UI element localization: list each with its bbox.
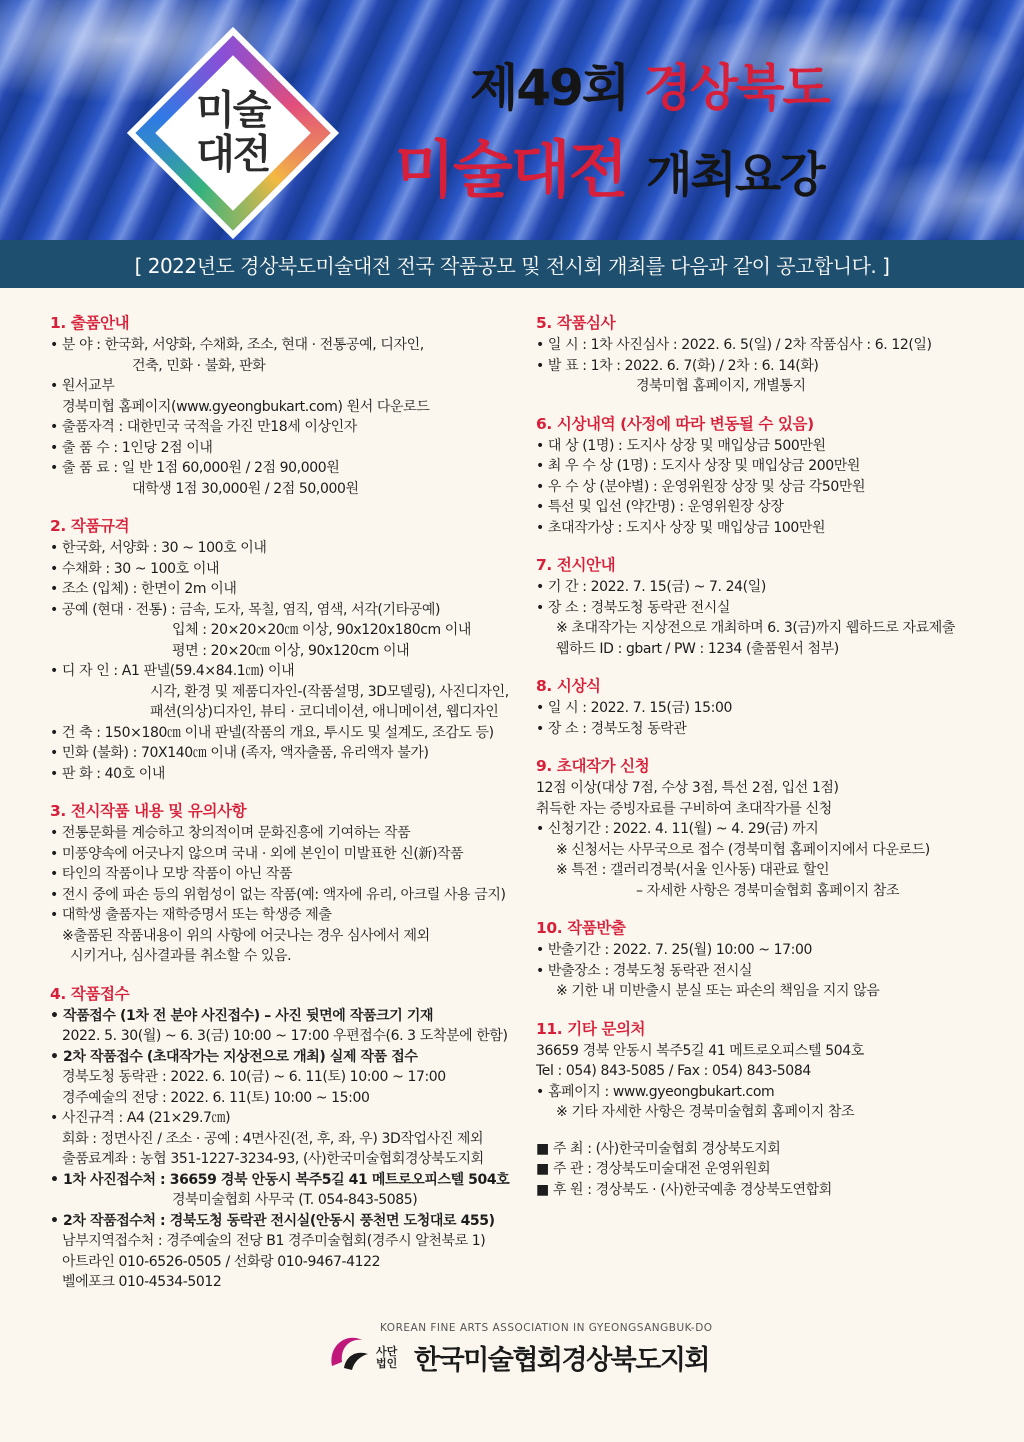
- section-line: ※출품된 작품내용이 위의 사항에 어긋나는 경우 심사에서 제외: [62, 927, 430, 944]
- section-title: 3. 전시작품 내용 및 유의사항: [50, 802, 247, 820]
- section-line: 시키거나, 심사결과를 취소할 수 있음.: [70, 948, 292, 964]
- section-line: 경북미협 홈페이지, 개별통지: [636, 378, 806, 394]
- section-line: • 공예 (현대 · 전통) : 금속, 도자, 목칠, 염직, 염색, 서각(기타공예): [50, 601, 441, 618]
- section-line: 36659 경북 안동시 복주5길 41 메트로오피스텔 504호: [536, 1042, 864, 1059]
- section-line: ■ 주 관 : 경상북도미술대전 운영위원회: [536, 1161, 771, 1177]
- section-line: • 작품접수 (1차 전 분야 사진접수) – 사진 뒷면에 작품크기 기재: [50, 1007, 434, 1024]
- section-line: • 미풍양속에 어긋나지 않으며 국내 · 외에 본인이 미발표한 신(新)작품: [50, 845, 464, 862]
- section-line: 평면 : 20×20㎝ 이상, 90x120cm 이내: [172, 642, 410, 659]
- section-line: • 전시 중에 파손 등의 위험성이 없는 작품(예: 액자에 유리, 아크릴 사용 금지): [50, 886, 506, 903]
- section-title: 11. 기타 문의처: [536, 1019, 646, 1038]
- section-line: • 출품자격 : 대한민국 국적을 가진 만18세 이상인자: [50, 419, 357, 435]
- section: [50, 312, 520, 499]
- section-line: ■ 주 최 : (사)한국미술협회 경상북도지회: [536, 1140, 781, 1157]
- section-line: ※ 기타 자세한 사항은 경북미술협회 홈페이지 참조: [556, 1104, 855, 1120]
- section-title: 6. 시상내역 (사정에 따라 변동될 수 있음): [536, 414, 814, 433]
- section: [536, 917, 986, 1002]
- footer-org-type: 사단 법인: [376, 1345, 398, 1370]
- section-line: • 분 야 : 한국화, 서양화, 수채화, 조소, 현대 · 전통공예, 디자인,: [50, 337, 424, 353]
- section-line: • 장 소 : 경북도청 동락관 전시실: [536, 599, 730, 616]
- section-line: • 장 소 : 경북도청 동락관: [536, 720, 687, 737]
- section-line: ※ 신청서는 사무국으로 접수 (경북미협 홈페이지에서 다운로드): [556, 841, 930, 858]
- title-suffix: 개최요강: [646, 147, 824, 203]
- section-line: 벨에포크 010-4534-5012: [62, 1274, 222, 1290]
- section-title: 7. 전시안내: [536, 556, 616, 574]
- section-line: • 조소 (입체) : 한면이 2m 이내: [50, 581, 237, 597]
- section-title: 5. 작품심사: [536, 314, 616, 332]
- section-line: • 원서교부: [50, 378, 115, 394]
- section-line: 웹하드 ID : gbart / PW : 1234 (출품원서 첨부): [556, 640, 839, 657]
- section: [536, 755, 986, 901]
- section-title: 4. 작품접수: [50, 984, 130, 1003]
- section: [536, 675, 986, 739]
- title-prefix: 제49회: [470, 59, 629, 117]
- section: [50, 515, 520, 784]
- section: [536, 554, 986, 659]
- section-line: 12점 이상(대상 7점, 수상 3점, 특선 2점, 입선 1점): [536, 780, 839, 796]
- footer-korean-name: 한국미술협회경상북도지회: [414, 1345, 709, 1376]
- section-line: 경북미협 홈페이지(www.gyeongbukart.com) 원서 다운로드: [62, 398, 430, 415]
- section-line: • 전통문화를 계승하고 창의적이며 문화진흥에 기여하는 작품: [50, 825, 411, 841]
- title-line-2: [395, 120, 824, 209]
- section-line: 아트라인 010-6526-0505 / 선화랑 010-9467-4122: [62, 1253, 381, 1270]
- section-line: • 건 축 : 150×180㎝ 이내 판넬(작품의 개요, 투시도 및 설계도, 조감도 등): [50, 724, 494, 741]
- section-line: 2022. 5. 30(월) ~ 6. 3(금) 10:00 ~ 17:00 우편접수(6. 3 도착분에 한함): [62, 1028, 508, 1044]
- section-line: • 반출장소 : 경북도청 동락관 전시실: [536, 962, 753, 979]
- section-line: • 최 우 수 상 (1명) : 도지사 상장 및 매입상금 200만원: [536, 458, 860, 474]
- section-line: • 2차 작품접수처 : 경북도청 동락관 전시실(안동시 풍천면 도청대로 455): [50, 1212, 495, 1229]
- section-line: 회화 : 정면사진 / 조소 · 공예 : 4면사진(전, 후, 좌, 우) 3D작업사진 제외: [62, 1130, 484, 1147]
- section-line: • 한국화, 서양화 : 30 ~ 100호 이내: [50, 540, 267, 556]
- section-line: Tel : 054) 843-5085 / Fax : 054) 843-5084: [536, 1063, 811, 1079]
- left-column: [50, 312, 520, 1309]
- section-line: • 1차 사진접수처 : 36659 경북 안동시 복주5길 41 메트로오피스텔 504호: [50, 1171, 510, 1188]
- section-line: – 자세한 사항은 경북미술협회 홈페이지 참조: [636, 882, 900, 899]
- section-title: 1. 출품안내: [50, 314, 130, 332]
- section-line: 건축, 민화 · 불화, 판화: [132, 357, 266, 374]
- title-region: 경상북도: [643, 59, 829, 117]
- section-line: ※ 초대작가는 지상전으로 개최하며 6. 3(금)까지 웹하드로 자료제출: [556, 620, 955, 636]
- section-line: 입체 : 20×20×20㎝ 이상, 90x120x180cm 이내: [172, 622, 472, 638]
- exhibition-logo-icon: [127, 27, 339, 239]
- section-title: 9. 초대작가 신청: [536, 757, 650, 775]
- footer-english-name: KOREAN FINE ARTS ASSOCIATION IN GYEONGSANGBUK-DO: [380, 1322, 713, 1334]
- section: [50, 800, 520, 967]
- announcement-banner: [0, 240, 1024, 288]
- organization-logo-icon: [322, 1326, 374, 1378]
- title-line-1: [470, 48, 829, 120]
- footer-organization: [322, 1322, 722, 1382]
- section-line: • 출 품 료 : 일 반 1점 60,000원 / 2점 90,000원: [50, 460, 340, 476]
- section-line: 패션(의상)디자인, 뷰티 · 코디네이션, 애니메이션, 웹디자인: [150, 704, 499, 720]
- section-line: 남부지역접수처 : 경주예술의 전당 B1 경주미술협회(경주시 알천북로 1): [62, 1233, 486, 1249]
- title-main: 미술대전: [395, 133, 627, 206]
- section-line: 경북도청 동락관 : 2022. 6. 10(금) ~ 6. 11(토) 10:00 ~ 17:00: [62, 1069, 446, 1085]
- banner-text: [ 2022년도 경상북도미술대전 전국 작품공모 및 전시회 개최를 다음과 같이 공고합니다. ]: [134, 253, 890, 278]
- right-column: [536, 312, 986, 1216]
- section-line: 경북미술협회 사무국 (T. 054-843-5085): [172, 1192, 418, 1208]
- section: [536, 413, 986, 539]
- section: [536, 1139, 986, 1201]
- section-line: ※ 특전 : 갤러리경북(서울 인사동) 대관료 할인: [556, 862, 830, 878]
- section-line: 경주예술의 전당 : 2022. 6. 11(토) 10:00 ~ 15:00: [62, 1089, 370, 1106]
- section: [50, 983, 520, 1293]
- header-hero: [0, 0, 1024, 240]
- section-line: • 사진규격 : A4 (21×29.7㎝): [50, 1110, 231, 1126]
- section-line: • 판 화 : 40호 이내: [50, 765, 166, 782]
- section-line: • 수채화 : 30 ~ 100호 이내: [50, 560, 220, 577]
- section-line: • 반출기간 : 2022. 7. 25(월) 10:00 ~ 17:00: [536, 942, 812, 958]
- section-line: • 대 상 (1명) : 도지사 상장 및 매입상금 500만원: [536, 437, 826, 454]
- section-line: • 기 간 : 2022. 7. 15(금) ~ 7. 24(일): [536, 579, 766, 595]
- section-line: • 발 표 : 1차 : 2022. 6. 7(화) / 2차 : 6. 14(화): [536, 357, 819, 374]
- section: [536, 1018, 986, 1123]
- section-line: • 대학생 출품자는 재학증명서 또는 학생증 제출: [50, 907, 332, 923]
- section-line: • 신청기간 : 2022. 4. 11(월) ~ 4. 29(금) 까지: [536, 821, 819, 837]
- section-line: • 일 시 : 1차 사진심사 : 2022. 6. 5(일) / 2차 작품심사 : 6. 12(일): [536, 337, 932, 353]
- section-line: ■ 후 원 : 경상북도 · (사)한국예총 경상북도연합회: [536, 1181, 832, 1198]
- section-title: 8. 시상식: [536, 677, 601, 695]
- section-line: • 일 시 : 2022. 7. 15(금) 15:00: [536, 700, 733, 716]
- section-line: ※ 기한 내 미반출시 분실 또는 파손의 책임을 지지 않음: [556, 983, 880, 999]
- section-title: 10. 작품반출: [536, 919, 626, 937]
- section-line: • 초대작가상 : 도지사 상장 및 매입상금 100만원: [536, 519, 826, 536]
- section-title: 2. 작품규격: [50, 517, 130, 535]
- section-line: • 2차 작품접수 (초대작가는 지상전으로 개최) 실제 작품 접수: [50, 1048, 418, 1065]
- section-line: • 디 자 인 : A1 판넬(59.4×84.1㎝) 이내: [50, 663, 295, 679]
- section: [536, 312, 986, 397]
- section-line: • 우 수 상 (분야별) : 운영위원장 상장 및 상금 각50만원: [536, 478, 866, 495]
- section-line: 대학생 1점 30,000원 / 2점 50,000원: [132, 480, 359, 497]
- section-line: • 홈페이지 : www.gyeongbukart.com: [536, 1083, 775, 1100]
- logo-text: 미술 대전: [196, 88, 270, 178]
- section-line: • 타인의 작품이나 모방 작품이 아닌 작품: [50, 866, 293, 882]
- section-line: • 출 품 수 : 1인당 2점 이내: [50, 439, 213, 456]
- section-line: 취득한 자는 증빙자료를 구비하여 초대작가를 신청: [536, 800, 832, 817]
- section-line: 시각, 환경 및 제품디자인-(작품설명, 3D모델링), 사진디자인,: [150, 683, 509, 700]
- section-line: • 민화 (불화) : 70X140㎝ 이내 (족자, 액자출품, 유리액자 불가): [50, 745, 429, 761]
- section-line: 출품료계좌 : 농협 351-1227-3234-93, (사)한국미술협회경상북도지회: [62, 1151, 484, 1167]
- section-line: • 특선 및 입선 (약간명) : 운영위원장 상장: [536, 499, 784, 515]
